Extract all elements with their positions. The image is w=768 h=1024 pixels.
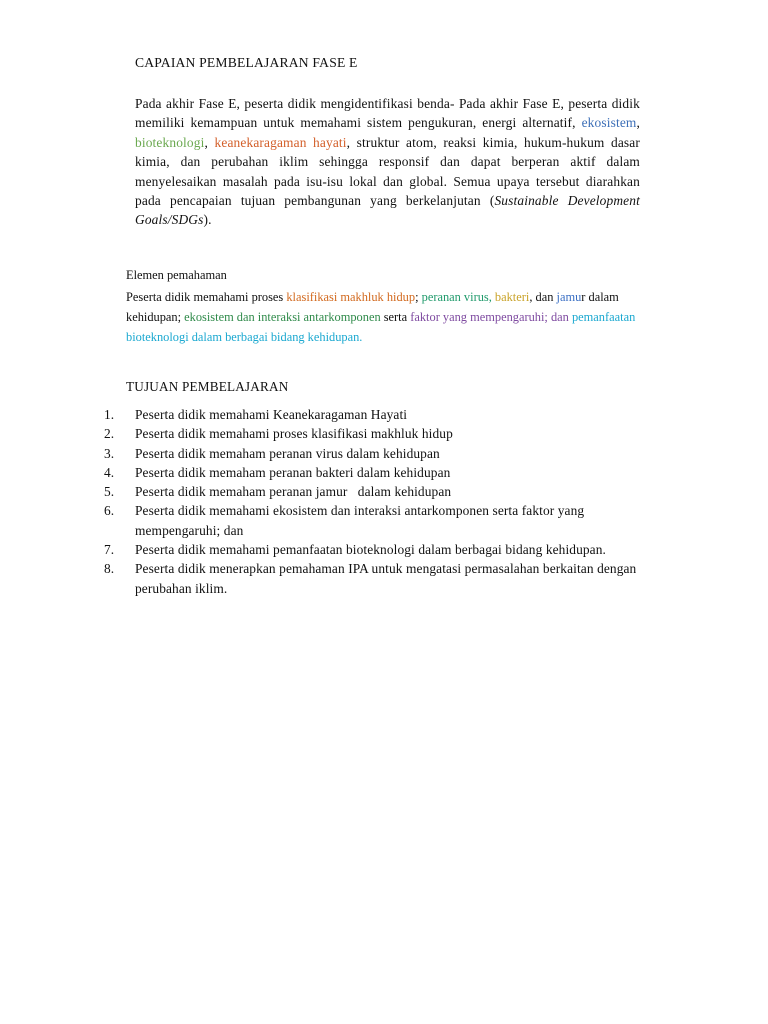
list-item: [97, 540, 667, 559]
elemen-heading: Elemen pemahaman: [126, 268, 227, 282]
term-pemanfaatan: pemanfaatan bioteknologi dalam berbagai bidang kehidupan.: [126, 310, 636, 344]
list-item: [97, 501, 667, 540]
list-item-number: 7.: [104, 542, 115, 558]
list-item: [97, 482, 667, 501]
elemen-line2: dalam kehidupan;: [126, 290, 619, 324]
list-item-text: Peserta didik memaham peranan virus dalam kehidupan: [135, 445, 440, 461]
intro-text-2: , struktur atom, reaksi kimia, hukum-hukum dasar kimia, dan perubahan iklim sehingga responsif dan dapat berperan aktif dalam menyelesaikan masalah pada isu-isu lokal dan global. Semua upaya tersebut diarahkan pada pencapaian tujuan pembangunan yang berkelanjutan (: [135, 134, 640, 209]
term-klasifikasi: klasifikasi makhluk hidup: [286, 290, 416, 304]
tujuan-heading: TUJUAN PEMBELAJARAN: [126, 379, 289, 394]
list-item: [97, 444, 667, 463]
list-item-text: Peserta didik menerapkan pemahaman IPA untuk mengatasi permasalahan berkaitan dengan perubahan iklim.: [135, 561, 637, 596]
list-item-text: Peserta didik memahami Keanekaragaman Hayati: [135, 407, 408, 422]
list-item-text: Peserta didik memaham peranan bakteri dalam kehidupan: [135, 464, 451, 480]
intro-sep-2: ,: [204, 134, 215, 150]
list-item: [97, 559, 667, 598]
term-ekosistem-interaksi: ekosistem dan interaksi antarkomponen: [184, 310, 381, 324]
list-item-number: 4.: [104, 464, 115, 480]
list-item-number: 2.: [104, 426, 115, 442]
list-item-number: 1.: [104, 407, 115, 422]
list-item-text: Peserta didik memahami pemanfaatan bioteknologi dalam berbagai bidang kehidupan.: [135, 542, 606, 558]
list-item: [97, 424, 667, 443]
term-sdgs: Sustainable Development Goals/SDGs: [135, 193, 640, 228]
page-title: CAPAIAN PEMBELAJARAN FASE E: [135, 55, 358, 70]
list-item-number: 8.: [104, 561, 115, 577]
term-jamu: jamu: [556, 290, 582, 304]
term-jamur-suffix: r: [581, 290, 586, 304]
intro-sep-1: ,: [636, 115, 640, 131]
list-item-number: 6.: [104, 503, 115, 519]
elemen-serta: serta: [380, 310, 411, 324]
intro-text-3: ).: [203, 212, 212, 228]
term-bioteknologi: bioteknologi: [135, 134, 205, 150]
list-item-number: 3.: [104, 445, 115, 461]
term-peranan-virus: peranan virus,: [421, 290, 492, 304]
intro-text-1: Pada akhir Fase E, peserta didik mengidentifikasi benda- Pada akhir Fase E, peserta didik memiliki kemampuan untuk memahami sistem pengukuran, energi alternatif,: [135, 96, 640, 131]
term-ekosistem: ekosistem: [581, 115, 637, 131]
term-bakteri: bakteri: [494, 290, 530, 304]
elemen-paragraph: [126, 287, 666, 347]
tujuan-list: [97, 405, 667, 598]
list-item: [97, 463, 667, 482]
elemen-lead: Peserta didik memahami proses: [126, 290, 287, 304]
list-item-text: Peserta didik memaham peranan jamur dalam kehidupan: [135, 484, 452, 500]
intro-paragraph: [135, 94, 640, 230]
elemen-sep-2: , dan: [529, 290, 557, 304]
elemen-sep-1: ;: [415, 290, 422, 304]
term-keanekaragaman-hayati: keanekaragaman hayati: [214, 134, 347, 150]
list-item-number: 5.: [104, 484, 115, 500]
term-faktor: faktor yang mempengaruhi: [410, 310, 545, 324]
list-item-text: Peserta didik memahami proses klasifikasi makhluk hidup: [135, 426, 453, 442]
list-item: [97, 405, 667, 424]
list-item-text: Peserta didik memahami ekosistem dan interaksi antarkomponen serta faktor yang mempengaruhi; dan: [135, 503, 585, 538]
elemen-sep-3: ; dan: [544, 310, 569, 324]
